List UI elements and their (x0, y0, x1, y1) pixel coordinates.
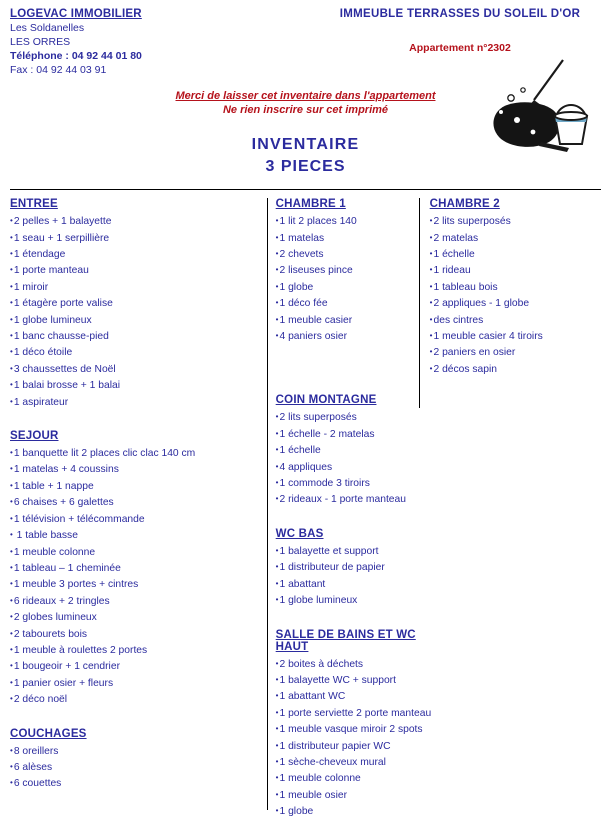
agency-address-line-1: Les Soldanelles (10, 22, 85, 34)
list-item: • 1 distributeur papier WC (276, 738, 419, 754)
list-item: • 1 balayette WC + support (276, 672, 419, 688)
list-item: • 6 alèses (10, 759, 259, 775)
list-item: • 1 panier osier + fleurs (10, 675, 259, 691)
list-item: • 1 globe lumineux (10, 312, 259, 328)
agency-block (10, 8, 300, 76)
list-item: • 2 appliques - 1 globe (430, 295, 601, 311)
list-item: • 6 chaises + 6 galettes (10, 494, 259, 510)
list-item: • 1 banc chausse-pied (10, 328, 259, 344)
section-title-chambre-1: CHAMBRE 1 (275, 198, 346, 211)
list-item: • 1 meuble colonne (276, 770, 419, 786)
section-title-sejour: SEJOUR (10, 430, 59, 443)
building-name: IMMEUBLE TERRASSES DU SOLEIL D'OR (339, 8, 581, 20)
list-item: • 1 porte manteau (10, 262, 259, 278)
list-item: • 1 rideau (430, 262, 601, 278)
list-item: • 1 banquette lit 2 places clic clac 140 cm (10, 445, 259, 461)
item-list-chambre-2 (430, 213, 601, 377)
list-item: • 1 échelle - 2 matelas (276, 426, 419, 442)
list-item: • 4 appliques (276, 459, 419, 475)
list-item: • 2 chevets (276, 246, 419, 262)
section-title-couchages: COUCHAGES (10, 727, 87, 740)
header-divider (10, 189, 601, 190)
list-item: • 1 commode 3 tiroirs (276, 475, 419, 491)
list-item: • 1 globe lumineux (276, 592, 419, 608)
section-coin-montagne (276, 394, 419, 507)
list-item: • 2 lits superposés (430, 213, 601, 229)
list-item: • 2 déco noël (10, 691, 259, 707)
list-item: • 1 abattant WC (276, 688, 419, 704)
agency-fax: Fax : 04 92 44 03 91 (10, 64, 107, 76)
spacer (276, 518, 419, 528)
list-item: • 1 tableau – 1 cheminée (10, 560, 259, 576)
list-item: • 2 décos sapin (430, 361, 601, 377)
list-item: • 1 échelle (430, 246, 601, 262)
section-title-entree: ENTREE (10, 198, 58, 211)
list-item: • 1 échelle (276, 442, 419, 458)
column-middle (267, 198, 432, 818)
agency-name: LOGEVAC IMMOBILIER (10, 8, 142, 20)
list-item: • 1 meuble casier (276, 312, 419, 328)
list-item: • 1 lit 2 places 140 (276, 213, 419, 229)
spacer (276, 619, 419, 629)
list-item: • 1 étendage (10, 246, 259, 262)
list-item: • 2 tabourets bois (10, 626, 259, 642)
section-chambre-1 (276, 198, 419, 344)
spacer (10, 718, 259, 728)
list-item: • 1 miroir (10, 279, 259, 295)
list-item: • 1 seau + 1 serpillière (10, 230, 259, 246)
section-entree (10, 198, 259, 410)
list-item: • 1 meuble casier 4 tiroirs (430, 328, 601, 344)
section-title-coin-montagne: COIN MONTAGNE (275, 394, 377, 407)
list-item: • 1 porte serviette 2 porte manteau (276, 705, 419, 721)
list-item: • 1 déco étoile (10, 344, 259, 360)
list-item: • 1 aspirateur (10, 394, 259, 410)
item-list-couchages (10, 743, 259, 792)
spacer (10, 420, 259, 430)
list-item: • 1 balayette et support (276, 543, 419, 559)
agency-phone: Téléphone : 04 92 44 01 80 (10, 50, 142, 62)
apartment-number: Appartement n°2302 (409, 42, 511, 54)
list-item: • 6 couettes (10, 775, 259, 791)
section-title-salle-de-bains: SALLE DE BAINS ET WC HAUT (275, 628, 416, 653)
agency-address-line-2: LES ORRES (10, 36, 71, 48)
list-item: • 1 meuble 3 portes + cintres (10, 576, 259, 592)
list-item: • 1 étagère porte valise (10, 295, 259, 311)
item-list-entree (10, 213, 259, 410)
spacer (276, 354, 419, 394)
item-list-coin-montagne (276, 409, 419, 507)
list-item: • 1 distributeur de papier (276, 559, 419, 575)
section-sejour (10, 430, 259, 708)
list-item: • 1 matelas + 4 coussins (10, 461, 259, 477)
inventory-columns (10, 198, 601, 818)
list-item: • 1 télévision + télécommande (10, 511, 259, 527)
list-item: • 3 chaussettes de Noël (10, 361, 259, 377)
list-item: • 1 tableau bois (430, 279, 601, 295)
list-item: • 1 meuble à roulettes 2 portes (10, 642, 259, 658)
item-list-salle-de-bains (276, 656, 432, 820)
page-title-main: INVENTAIRE (251, 136, 360, 153)
list-item: • 1 sèche-cheveux mural (276, 754, 419, 770)
list-item: • 1 matelas (276, 230, 419, 246)
list-item: • 2 liseuses pince (276, 262, 419, 278)
list-item: • 1 balai brosse + 1 balai (10, 377, 259, 393)
list-item: • 1 meuble osier (276, 787, 419, 803)
list-item: • 1 globe (276, 803, 419, 819)
list-item: • 1 bougeoir + 1 cendrier (10, 658, 259, 674)
item-list-wc-bas (276, 543, 419, 609)
section-wc-bas (276, 528, 419, 609)
list-item: • 1 déco fée (276, 295, 419, 311)
section-couchages (10, 728, 259, 792)
list-item: • 1 table + 1 nappe (10, 478, 259, 494)
building-block (310, 8, 610, 54)
item-list-chambre-1 (276, 213, 419, 344)
list-item: • 2 matelas (430, 230, 601, 246)
list-item: • 6 rideaux + 2 tringles (10, 593, 259, 609)
list-item: • 2 globes lumineux (10, 609, 259, 625)
list-item: • 1 abattant (276, 576, 419, 592)
list-item: • 1 meuble colonne (10, 544, 259, 560)
section-title-chambre-2: CHAMBRE 2 (429, 198, 500, 211)
item-list-sejour (10, 445, 259, 708)
list-item: • 2 boites à déchets (276, 656, 419, 672)
list-item: • 1 globe (276, 279, 419, 295)
list-item: • 2 rideaux - 1 porte manteau (276, 491, 419, 507)
list-item: • 1 table basse (10, 527, 259, 543)
list-item: • 1 meuble vasque miroir 2 spots (276, 721, 419, 737)
list-item: • 2 pelles + 1 balayette (10, 213, 259, 229)
notice-line-1: Merci de laisser cet inventaire dans l'appartement (175, 90, 436, 102)
list-item: • 4 paniers osier (276, 328, 419, 344)
section-chambre-2 (430, 198, 601, 377)
list-item: • 2 paniers en osier (430, 344, 601, 360)
column-right (420, 198, 601, 810)
list-item: • 2 lits superposés (276, 409, 419, 425)
page-title-sub: 3 PIECES (265, 157, 346, 175)
section-title-wc-bas: WC BAS (275, 527, 324, 540)
column-left (10, 198, 267, 810)
section-salle-de-bains (275, 628, 432, 820)
notice-line-2: Ne rien inscrire sur cet imprimé (222, 104, 389, 116)
list-item: • des cintres (430, 312, 601, 328)
list-item: • 8 oreillers (10, 743, 259, 759)
cleaning-illustration (477, 58, 597, 153)
